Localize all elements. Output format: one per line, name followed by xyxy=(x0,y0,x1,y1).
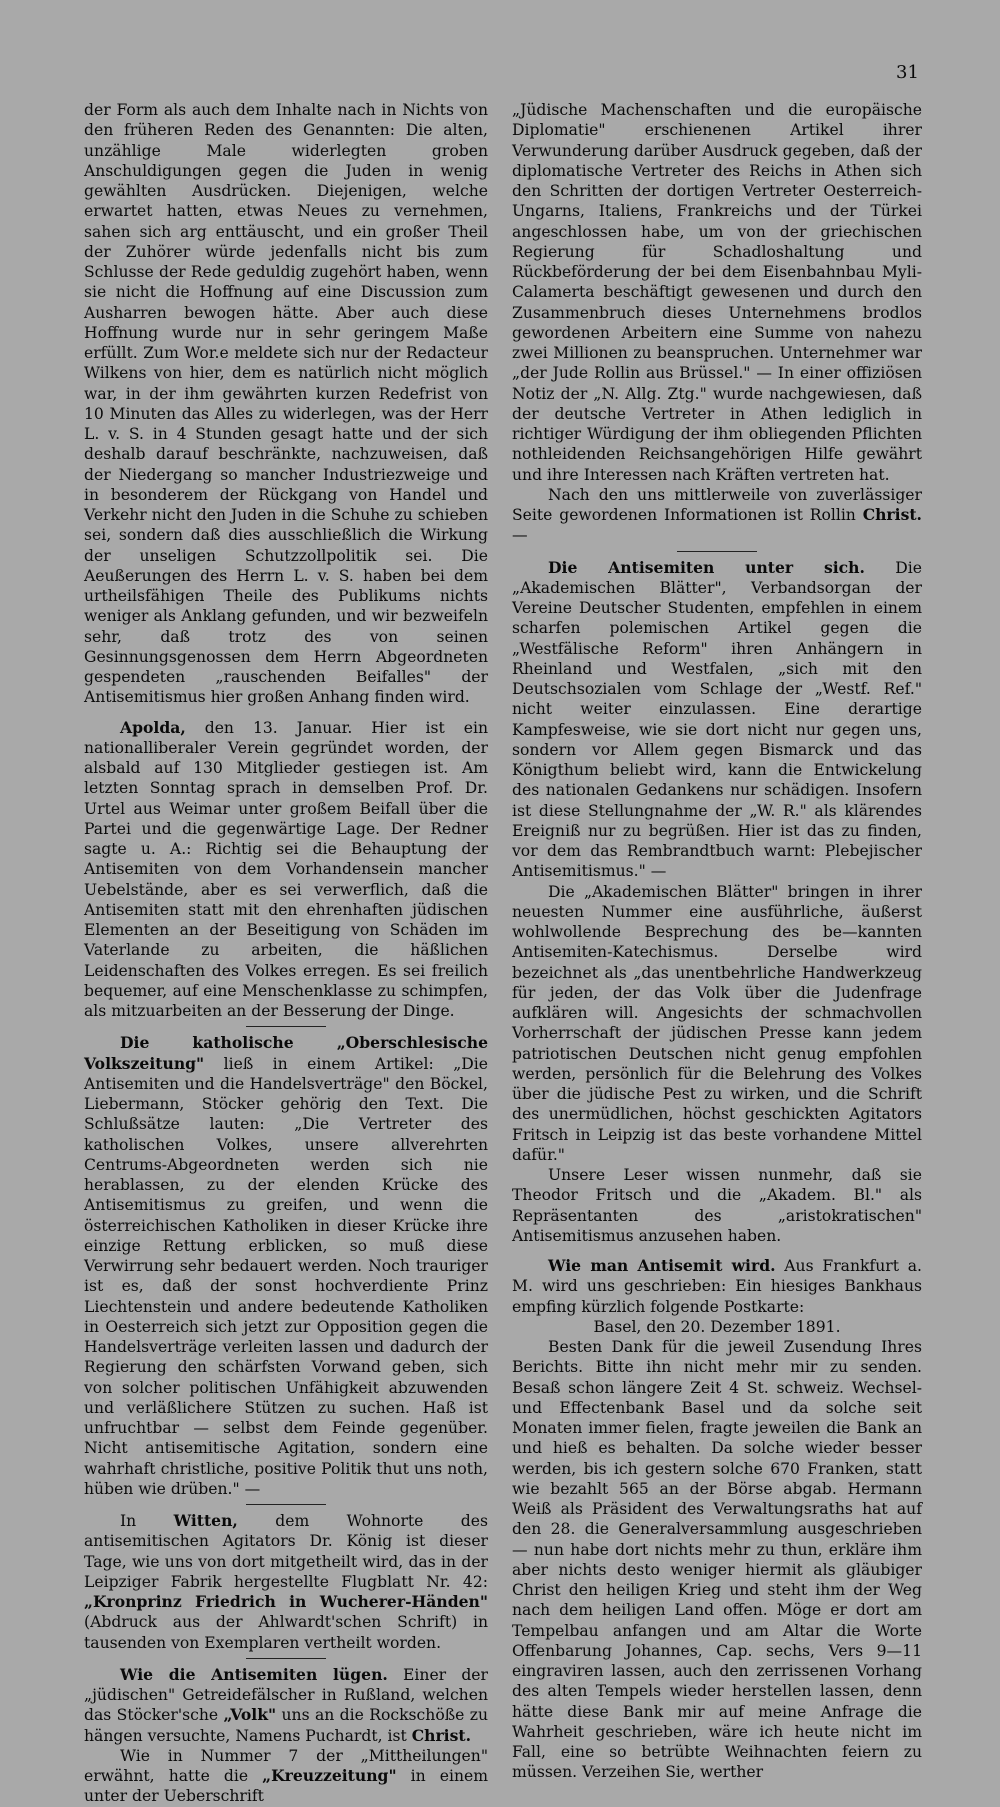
paragraph-volkszeitung xyxy=(84,1033,488,1499)
paragraph-text: — xyxy=(512,526,528,545)
left-column xyxy=(84,100,488,1807)
paragraph-text: Aus Frankfurt a. M. wird uns geschrieben: Ein hiesiges Bankhaus empfing kürzlich folgende Postkarte: xyxy=(512,1257,922,1316)
paragraph-unter-sich xyxy=(512,558,922,882)
emphasis-christ: Christ. xyxy=(862,505,922,524)
emphasis-kreuzzeitung: „Kreuzzeitung" xyxy=(262,1766,397,1785)
paragraph-heading: Apolda, xyxy=(120,717,186,737)
emphasis-christ: Christ. xyxy=(411,1725,472,1745)
postcard-dateline: Basel, den 20. Dezember 1891. xyxy=(593,1317,841,1336)
paragraph-heading: Wie die Antisemiten lügen. xyxy=(120,1664,388,1684)
paragraph-apolda xyxy=(84,718,488,1022)
paragraph-text: Die „Akademischen Blätter", Verbandsorgan der Vereine Deutscher Studenten, empfehlen in einem scharfen polemischen Artikel gegen die „Westfälische Reform" ihren Anhängern in Rheinland und Westfalen, „sich mit den Deutschsozialen vom Schlage der „Westf. Ref." nicht weiter einzulassen. Eine derartige Kampfesweise, wie sie dort nicht nur gegen uns, sondern vor Allem gegen Bismarck und das Königthum beliebt wird, kann die Entwickelung des nationalen Gedankens nur schädigen. Insofern ist diese Stellungnahme der „W. R." als klärendes Ereigniß nur zu begrüßen. Hier ist das zu finden, vor dem das Rembrandtbuch warnt: Plebejischer Antisemitismus." — xyxy=(512,558,922,881)
section-divider xyxy=(246,1658,326,1659)
flyer-title: „Kronprinz Friedrich in Wucherer-Händen" xyxy=(84,1592,488,1611)
paragraph-text: den 13. Januar. Hier ist ein nationalliberaler Verein gegründet worden, der alsbald auf 130 Mitglieder gestiegen ist. Am letzten Sonntag sprach in demselben Prof. Dr. Urtel aus Weimar unter großem Beifall über die Partei und die gegenwärtige Lage. Der Redner sagte u. A.: Richtig sei die Behauptung der Antisemiten von dem Vorhandensein mancher Uebelstände, aber es sei verwerflich, daß die Antisemiten statt mit den ehrenhaften jüdischen Elementen an der Beseitigung von Schäden im Vaterlande zu arbeiten, die häßlichen Leidenschaften des Volkes erregen. Es sei freilich bequemer, auf eine Menschenklasse zu schimpfen, als mitzuarbeiten an der Besserung der Dinge. xyxy=(84,718,488,1020)
right-column xyxy=(512,100,922,1783)
postcard-text: Besten Dank für die jeweil Zusendung Ihres Berichts. Bitte ihn nicht mehr mir zu senden. Besaß schon längere Zeit 4 St. schweiz. Wechsel- und Effectenbank Basel und da solche seit Monaten immer fielen, fragte jeweilen die Bank an und hieß es behalten. Da solche wieder besser werden, bis ich gestern solche 670 Franken, statt wie bezahlt 565 an der Börse abgab. Hermann Weiß als Präsident des Verwaltungsraths hat auf den 28. die Generalversammlung ausgeschrieben — nun habe dort nichts mehr zu thun, erkläre ihm aber nichts desto weniger hiermit als gläubiger Christ den heiligen Krieg und steht ihm der Weg nach dem heiligen Land offen. Möge er dort am Tempelbau anfangen und am Altar die Worte Offenbarung Johannes, Cap. sechs, Vers 9—11 eingraviren lassen, auch den zerrissenen Vorhang des alten Tempels wieder herstellen lassen, denn hätte diese Bank mir auf meine Anfrage die Wahrheit geschrieben, wäre ich heute nicht im Fall, eine so betrübte Weihnachten feiern zu müssen. Verzeihen Sie, werther xyxy=(512,1338,922,1782)
section-divider xyxy=(246,1504,326,1505)
paragraph-heading: Die Antisemiten unter sich. xyxy=(548,557,865,577)
paragraph-kreuzzeitung xyxy=(84,1746,488,1807)
paragraph-diplomatie: „Jüdische Machenschaften und die europäische Diplomatie" erschienenen Artikel ihrer Verwunderung darüber Ausdruck gegeben, daß der diplomatische Vertreter des Reichs in Athen sich den Schritten der dortigen Vertreter Oesterreich-Ungarns, Italiens, Frankreichs und der Türkei angeschlossen habe, um von der griechischen Regierung für Schadloshaltung und Rückbeförderung der bei dem Eisenbahnbau Myli-Calamerta beschäftigt gewesenen und durch den Zusammenbruch dieses Unternehmens brodlos gewordenen Arbeitern eine Summe von nahezu zwei Millionen zu beanspruchen. Unternehmer war „der Jude Rollin aus Brüssel." — In einer offiziösen Notiz der „N. Allg. Ztg." wurde nachgewiesen, daß der deutsche Vertreter in Athen lediglich in richtiger Würdigung der ihm obliegenden Pflichten nothleidenden Reichsangehörigen Hilfe gewährt und ihre Interessen nach Kräften vertreten hat. xyxy=(512,101,922,484)
paragraph-rollin xyxy=(512,485,922,546)
paragraph-text: (Abdruck aus der Ahlwardt'schen Schrift) in tausenden von Exemplaren vertheilt worden. xyxy=(84,1613,488,1652)
paragraph-text: In xyxy=(120,1512,174,1530)
paragraph-text: Nach den uns mittlerweile von zuverlässiger Seite gewordenen Informationen ist Rollin xyxy=(512,485,922,524)
page-number: 31 xyxy=(896,62,919,83)
paragraph-text: Wie in Nummer 7 der „Mittheilungen" erwähnt, hatte die xyxy=(84,1746,488,1785)
paragraph-akademische-blaetter: Die „Akademischen Blätter" bringen in ihrer neuesten Nummer eine ausführliche, äußerst wohlwollende Besprechung des be—kannten Antisemiten-Katechismus. Derselbe wird bezeichnet als „das unentbehrliche Handwerkzeug für jeden, der das Volk über die Judenfrage aufklären will. Angesichts der schmachvollen Vorherrschaft der jüdischen Presse kann jedem patriotischen Deutschen nicht genug empfohlen werden, persönlich für die Belehrung des Volkes über die jüdische Pest zu wirken, und die Schrift des unermüdlichen, höchst geschickten Agitators Fritsch in Leipzig ist das beste vorhandene Mittel dafür." xyxy=(512,882,922,1164)
paragraph-antisemit-wird xyxy=(512,1256,922,1317)
paragraph-luegen xyxy=(84,1665,488,1746)
paragraph-fritsch: Unsere Leser wissen nunmehr, daß sie Theodor Fritsch und die „Akadem. Bl." als Repräsentanten des „aristokratischen" Antisemitismus anzusehen haben. xyxy=(512,1166,922,1245)
paragraph-heading: Die katholische „Oberschlesische Volkszeitung" xyxy=(84,1033,488,1073)
paragraph-text: dem Wohnorte des antisemitischen Agitators Dr. König ist dieser Tage, wie uns von dort mitgetheilt wird, das in der Leipziger Fabrik hergestellte Flugblatt Nr. 42: xyxy=(84,1512,488,1591)
paragraph-heading: Witten, xyxy=(173,1511,238,1530)
paragraph-text: Einer der „jüdischen" Getreidefälscher in Rußland, welchen das Stöcker'sche xyxy=(84,1665,488,1725)
paragraph-witten xyxy=(84,1511,488,1653)
paragraph-text: uns an die Rockschöße zu hängen versuchte, Namens Puchardt, ist xyxy=(84,1706,488,1745)
section-divider xyxy=(246,1026,326,1027)
paragraph-speech-report: der Form als auch dem Inhalte nach in Nichts von den früheren Reden des Genannten: Die alten, unzählige Male widerlegten groben Anschuldigungen gegen die Juden in wenig gewählten Ausdrücken. Diejenigen, welche erwartet hatten, etwas Neues zu vernehmen, sahen sich arg enttäuscht, und ein großer Theil der Zuhörer würde jedenfalls nicht bis zum Schlusse der Rede geduldig zugehört haben, wenn sie nicht die Hoffnung auf eine Discussion zum Ausharren bewogen hätte. Aber auch diese Hoffnung wurde nur in sehr geringem Maße erfüllt. Zum Wor.e meldete sich nur der Redacteur Wilkens von hier, dem es natürlich nicht möglich war, in der ihm gewährten kurzen Redefrist von 10 Minuten das Alles zu widerlegen, was der Herr L. v. S. in 4 Stunden gesagt hatte und der sich deshalb darauf beschränkte, nachzuweisen, daß der Niedergang so mancher Industriezweige und in besonderem der Rückgang von Handel und Verkehr nicht den Juden in die Schuhe zu schieben sei, sondern daß dies ausschließlich die Wirkung der unseligen Schutzzollpolitik sei. Die Aeußerungen des Herrn L. v. S. haben bei dem urtheilsfähigen Theile des Publikums nichts weniger als Anklang gefunden, und wir bezweifeln sehr, daß trotz des von seinen Gesinnungsgenossen dem Herrn Abgeordneten gespendeten „rauschenden Beifalles" der Antisemitismus hier großen Anhang finden wird. xyxy=(84,101,488,707)
paragraph-text: ließ in einem Artikel: „Die Antisemiten und die Handelsverträge" den Böckel, Liebermann, Stöcker gehörig den Text. Die Schlußsätze lauten: „Die Vertreter des katholischen Volkes, unsere allverehrten Centrums-Abgeordneten werden sich nie herablassen, zu der elenden Krücke des Antisemitismus zu greifen, und wenn die österreichischen Katholiken in dieser Krücke ihre einzige Rettung erblicken, so muß diese Verwirrung sehr bedauert werden. Noch trauriger ist es, daß der sonst hochverdiente Prinz Liechtenstein und andere bedeutende Katholiken in Oesterreich sich jetzt zur Opposition gegen die Handelsverträge verleiten lassen und dadurch der Regierung den schärfsten Vorwand geben, sich von solcher politischen Unfähigkeit abzuwenden und verläßlichere Stützen zu suchen. Haß ist unfruchtbar — selbst dem Feinde gegenüber. Nicht antisemitische Agitation, sondern eine wahrhaft christliche, positive Politik thut uns noth, hüben wie drüben." — xyxy=(84,1054,488,1498)
emphasis-volk: „Volk" xyxy=(223,1705,277,1725)
section-divider xyxy=(677,551,757,552)
paragraph-heading: Wie man Antisemit wird. xyxy=(548,1256,776,1275)
paragraph-text: in einem unter der Ueberschrift xyxy=(84,1767,488,1806)
